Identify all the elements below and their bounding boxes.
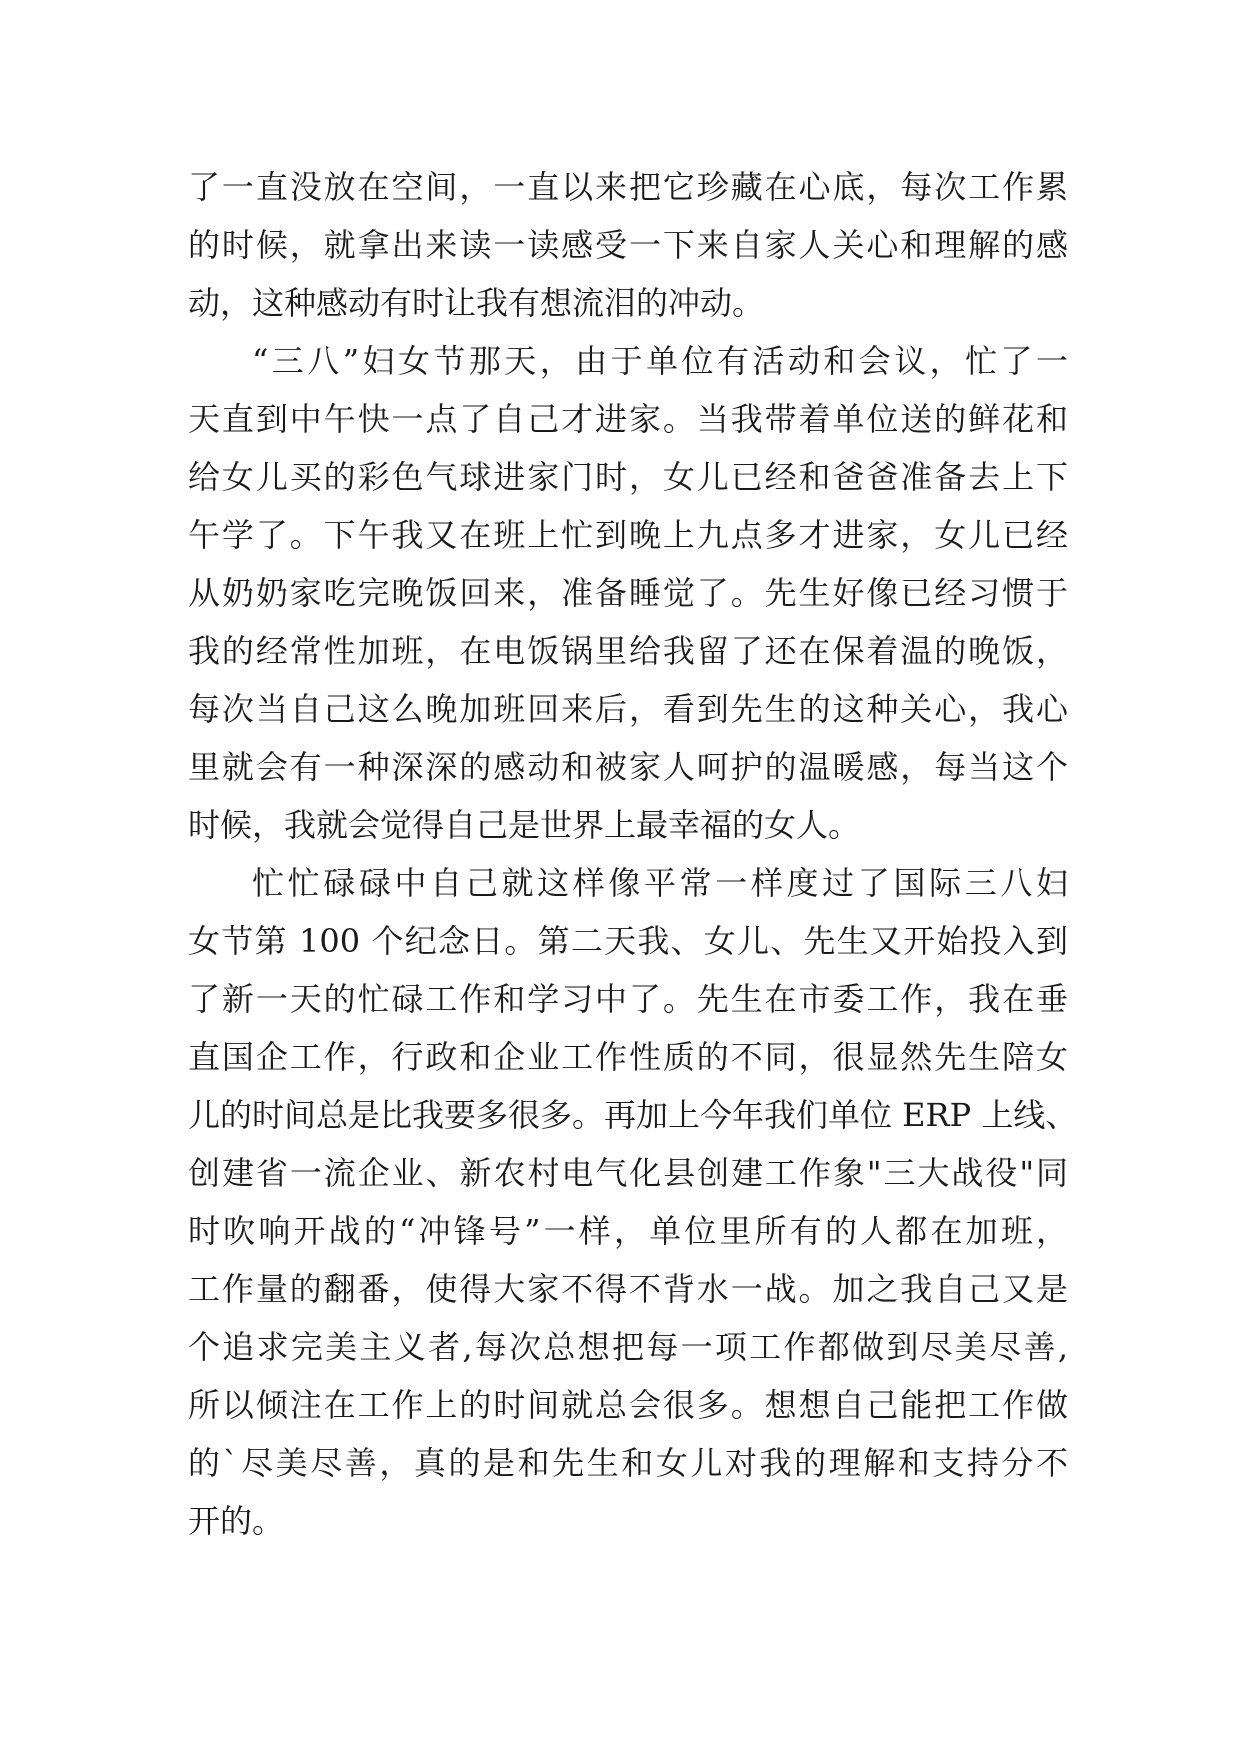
text-line: 了一直没放在空间，一直以来把它珍藏在心底，每次工作累 (188, 168, 1068, 206)
text-line: 工作量的翻番，使得大家不得不背水一战。加之我自己又是 (188, 1270, 1068, 1308)
text-line: 忙忙碌碌中自己就这样像平常一样度过了国际三八妇 (252, 864, 1068, 902)
text-line: 午学了。下午我又在班上忙到晚上九点多才进家，女儿已经 (188, 516, 1068, 554)
text-line: 时候，我就会觉得自己是世界上最幸福的女人。 (188, 806, 861, 844)
text-line: 的时候，就拿出来读一读感受一下来自家人关心和理解的感 (188, 226, 1068, 264)
text-line: 了新一天的忙碌工作和学习中了。先生在市委工作，我在垂 (188, 980, 1068, 1018)
text-line: 里就会有一种深深的感动和被家人呵护的温暖感，每当这个 (188, 748, 1068, 786)
text-line: 开的。 (188, 1502, 285, 1540)
text-line: 每次当自己这么晚加班回来后，看到先生的这种关心，我心 (188, 690, 1068, 728)
text-line: 儿的时间总是比我要多很多。再加上今年我们单位 ERP 上线、 (188, 1096, 1078, 1134)
text-line: 从奶奶家吃完晚饭回来，准备睡觉了。先生好像已经习惯于 (188, 574, 1068, 612)
text-line: 时吹响开战的“冲锋号”一样，单位里所有的人都在加班， (188, 1212, 1068, 1250)
text-line: 给女儿买的彩色气球进家门时，女儿已经和爸爸准备去上下 (188, 458, 1068, 496)
text-line: 直国企工作，行政和企业工作性质的不同，很显然先生陪女 (188, 1038, 1068, 1076)
body-text (188, 158, 1078, 1550)
text-line: 动，这种感动有时让我有想流泪的冲动。 (188, 284, 765, 322)
paragraph-3 (188, 854, 1078, 1550)
text-line: 我的经常性加班，在电饭锅里给我留了还在保着温的晚饭， (188, 632, 1068, 670)
text-line: 天直到中午快一点了自己才进家。当我带着单位送的鲜花和 (188, 400, 1068, 438)
text-line: 个追求完美主义者,每次总想把每一项工作都做到尽美尽善, (188, 1328, 1068, 1366)
text-line: 的`尽美尽善，真的是和先生和女儿对我的理解和支持分不 (188, 1444, 1068, 1482)
text-line: 女节第 100 个纪念日。第二天我、女儿、先生又开始投入到 (188, 922, 1068, 960)
text-line: “三八”妇女节那天，由于单位有活动和会议，忙了一 (252, 342, 1068, 380)
text-line: 创建省一流企业、新农村电气化县创建工作象"三大战役"同 (188, 1154, 1068, 1192)
text-line: 所以倾注在工作上的时间就总会很多。想想自己能把工作做 (188, 1386, 1068, 1424)
paragraph-1 (188, 158, 1068, 332)
paragraph-2 (188, 332, 1068, 854)
